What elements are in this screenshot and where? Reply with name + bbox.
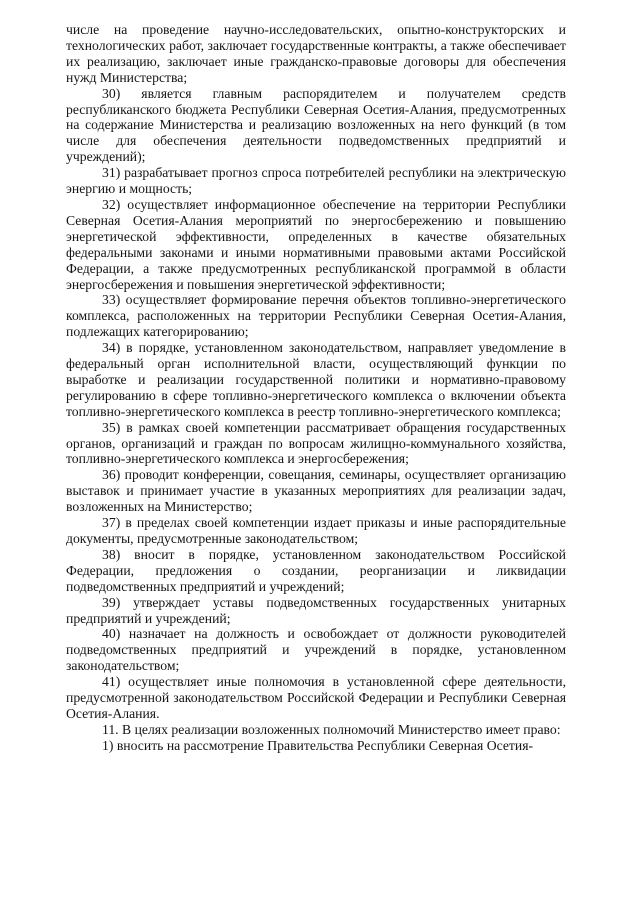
paragraph-item-35: 35) в рамках своей компетенции рассматривает обращения государственных органов, организаций и граждан по вопросам жилищно-коммунального хозяйства, топливно-энергетического комплекса и энергосбережения; — [66, 419, 566, 467]
paragraph-item-38: 38) вносит в порядке, установленном законодательством Российской Федерации, предложения о создании, реорганизации и ликвидации подведомственных предприятий и учреждений; — [66, 546, 566, 594]
paragraph-item-37: 37) в пределах своей компетенции издает приказы и иные распорядительные документы, предусмотренные законодательством; — [66, 515, 566, 546]
paragraph-item-41: 41) осуществляет иные полномочия в установленной сфере деятельности, предусмотренной законодательством Российской Федерации и Республики Северная Осетия-Алания. — [66, 674, 566, 721]
paragraph-item-36: 36) проводит конференции, совещания, семинары, осуществляет организацию выставок и принимает участие в указанных мероприятиях для реализации задач, возложенных на Министерство; — [66, 467, 566, 515]
paragraph-item-30: 30) является главным распорядителем и получателем средств республиканского бюджета Республики Северная Осетия-Алания, предусмотренных на содержание Министерства и реализацию возложенных на него функций (в том числе для обеспечения деятельности подведомственных предприятий и учреждений); — [66, 85, 566, 165]
paragraph-item-32: 32) осуществляет информационное обеспечение на территории Республики Северная Осетия-Алания мероприятий по энергосбережению и повышению энергетической эффективности, определенных в качестве обязательных федеральными законами и иными нормативными правовыми актами Российской Федерации, а также предусмотренных республиканской программой в области энергосбережения и повышения энергетической эффективности; — [66, 196, 566, 292]
paragraph-section-11: 11. В целях реализации возложенных полномочий Министерство имеет право: — [102, 721, 561, 737]
paragraph-item-40: 40) назначает на должность и освобождает от должности руководителей подведомственных предприятий и учреждений в порядке, установленном законодательством; — [66, 626, 566, 674]
document-page — [66, 22, 566, 754]
paragraph-item-33: 33) осуществляет формирование перечня объектов топливно-энергетического комплекса, расположенных на территории Республики Северная Осетия-Алания, подлежащих категорированию; — [66, 292, 566, 340]
paragraph-continuation: числе на проведение научно-исследовательских, опытно-конструкторских и технологических работ, заключает государственные контракты, а также обеспечивает их реализацию, заключает иные гражданско-правовые договоры для обеспечения нужд Министерства; — [66, 22, 566, 85]
paragraph-item-31: 31) разрабатывает прогноз спроса потребителей республики на электрическую энергию и мощность; — [66, 165, 566, 197]
paragraph-subitem-1: 1) вносить на рассмотрение Правительства Республики Северная Осетия- — [102, 737, 534, 753]
paragraph-item-34: 34) в порядке, установленном законодательством, направляет уведомление в федеральный орган исполнительной власти, осуществляющий функции по выработке и реализации государственной политики и нормативно-правовому регулированию в сфере топливно-энергетического комплекса о включении объекта топливно-энергетического комплекса в реестр топливно-энергетического комплекса; — [66, 340, 566, 419]
paragraph-item-39: 39) утверждает уставы подведомственных государственных унитарных предприятий и учреждений; — [66, 594, 566, 626]
